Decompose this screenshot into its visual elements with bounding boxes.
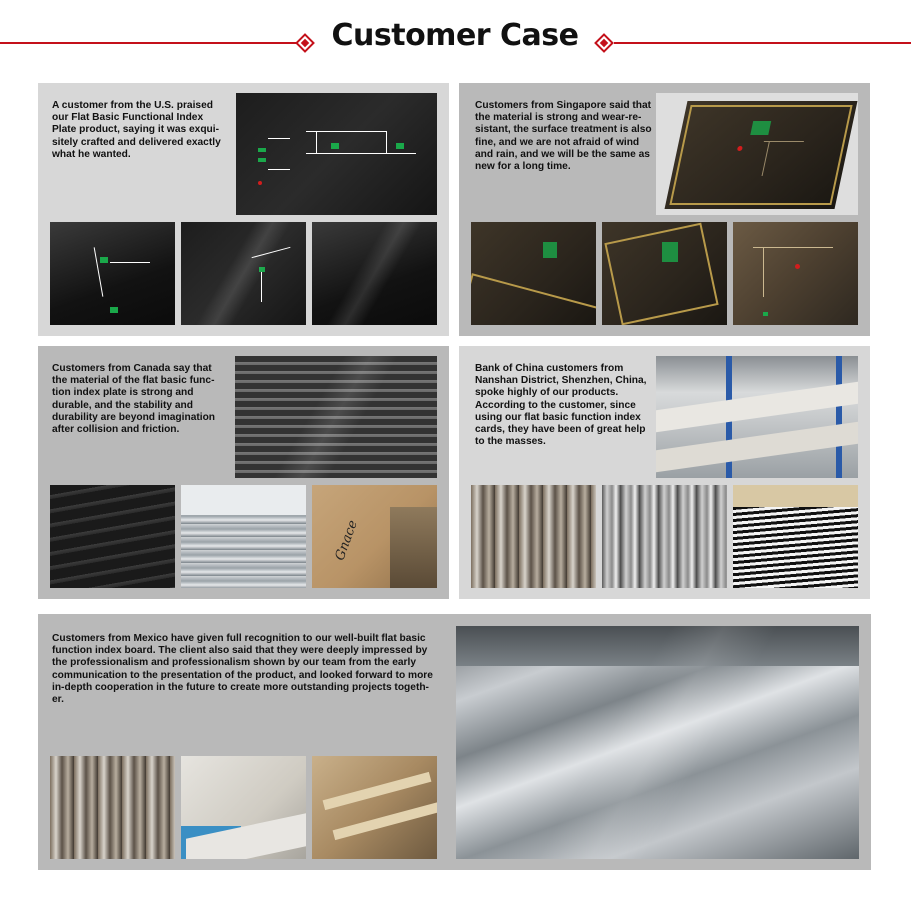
header-diamond-left-icon bbox=[298, 36, 312, 50]
page-title: Customer Case bbox=[331, 18, 579, 53]
photo-bank-main bbox=[656, 356, 858, 478]
photo-usa-3 bbox=[312, 222, 437, 325]
case-panel-singapore bbox=[459, 83, 870, 336]
case-text-singapore: Customers from Singapore said that the material is strong and wear-re- sistant, the surface treatment is also fine, and we are not afraid of wind and rain, and we will be the same as new for a long time. bbox=[475, 100, 652, 173]
photo-singapore-1 bbox=[471, 222, 596, 325]
photo-canada-3 bbox=[312, 485, 437, 588]
photo-usa-1 bbox=[50, 222, 175, 325]
photo-singapore-2 bbox=[602, 222, 727, 325]
photo-mexico-2 bbox=[181, 756, 306, 859]
photo-bank-1 bbox=[471, 485, 596, 588]
photo-canada-2 bbox=[181, 485, 306, 588]
case-text-bank-of-china: Bank of China customers from Nanshan District, Shenzhen, China, spoke highly of our products. According to the customer, since using our flat basic function index cards, they have been of great help to the masses. bbox=[475, 363, 647, 448]
photo-canada-main bbox=[235, 356, 437, 478]
case-text-canada: Customers from Canada say that the material of the flat basic func- tion index plate is strong and durable, and the stability and durability are beyond imagination after collision and friction. bbox=[52, 363, 216, 436]
photo-singapore-main bbox=[656, 93, 858, 215]
photo-mexico-main bbox=[456, 626, 859, 859]
photo-usa-2 bbox=[181, 222, 306, 325]
case-panel-bank-of-china bbox=[459, 346, 870, 599]
case-panel-mexico bbox=[38, 614, 871, 870]
header-rule-right bbox=[614, 42, 911, 44]
case-text-mexico: Customers from Mexico have given full recognition to our well-built flat basic function index board. The client also said that they were deeply impressed by the professionalism and professionalism shown by our team from the early communication to the presentation of the product, and looked forward to more in-depth cooperation in the future to create more outstanding projects togeth- er. bbox=[52, 633, 433, 706]
header-diamond-right-icon bbox=[597, 36, 611, 50]
header-rule-left bbox=[0, 42, 296, 44]
case-text-usa: A customer from the U.S. praised our Flat Basic Functional Index Plate product, saying it was exqui- sitely crafted and delivered exactly what he wanted. bbox=[52, 100, 221, 160]
photo-mexico-1 bbox=[50, 756, 175, 859]
case-panel-canada bbox=[38, 346, 449, 599]
handwriting-note: Gnace bbox=[332, 518, 361, 563]
photo-usa-main bbox=[236, 93, 437, 215]
photo-mexico-3 bbox=[312, 756, 437, 859]
case-panel-usa bbox=[38, 83, 449, 336]
photo-singapore-3 bbox=[733, 222, 858, 325]
photo-bank-2 bbox=[602, 485, 727, 588]
photo-bank-3 bbox=[733, 485, 858, 588]
photo-canada-1 bbox=[50, 485, 175, 588]
